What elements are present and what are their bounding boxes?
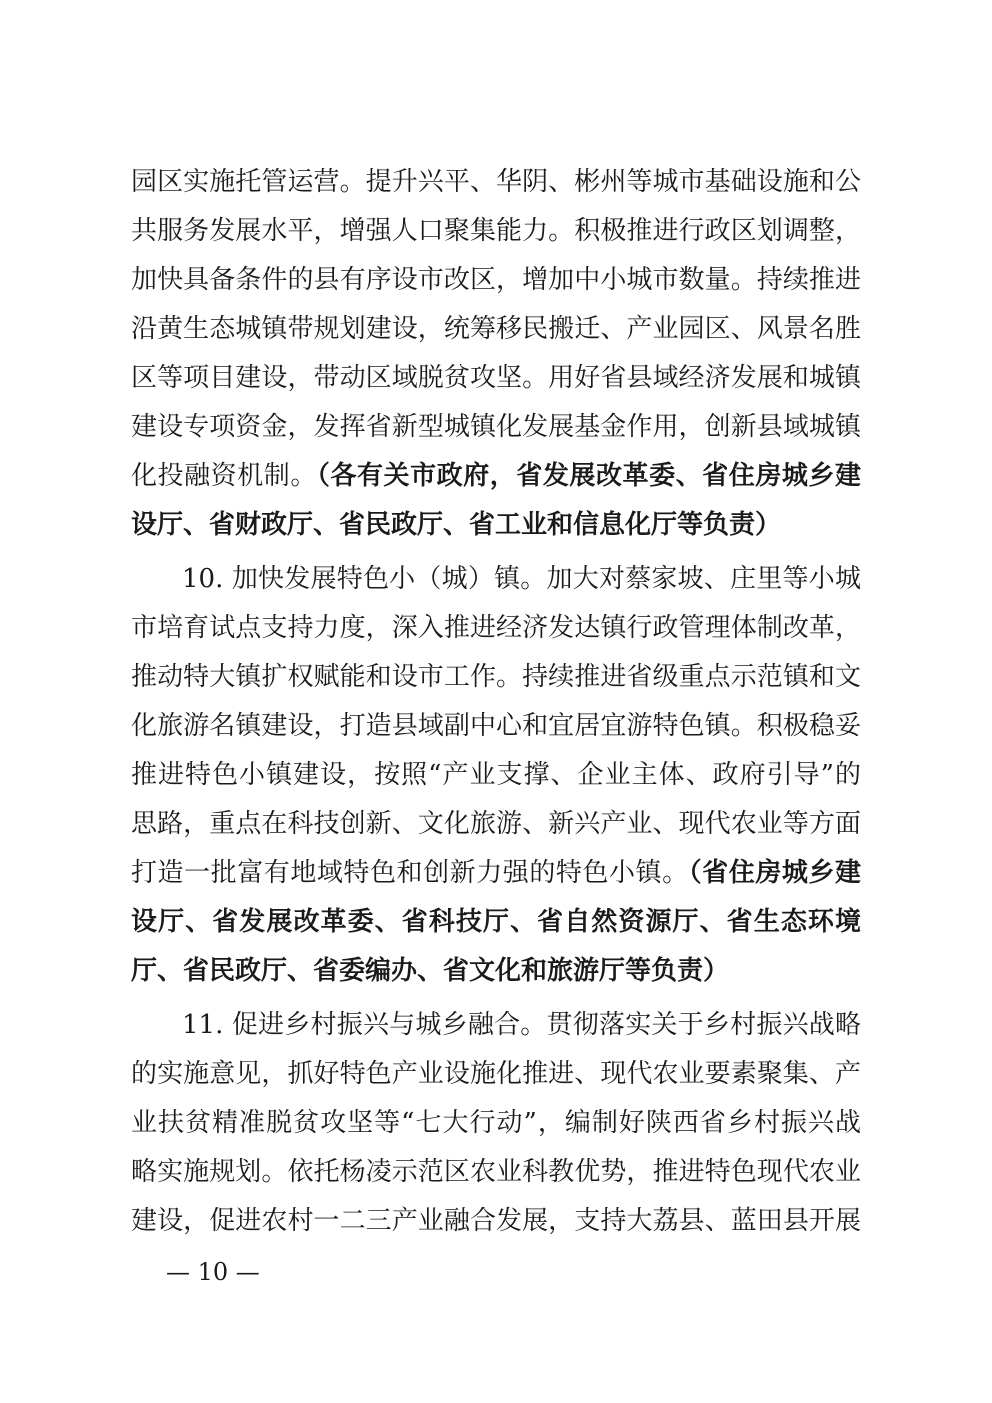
text-line: 化旅游名镇建设，打造县域副中心和宜居宜游特色镇。积极稳妥	[131, 711, 861, 741]
page-number: — 10 —	[166, 1258, 260, 1286]
text-line: 区等项目建设，带动区域脱贫攻坚。用好省县域经济发展和城镇	[131, 363, 861, 393]
text-line: 沿黄生态城镇带规划建设，统筹移民搬迁、产业园区、风景名胜	[131, 314, 861, 344]
text-line: 略实施规划。依托杨凌示范区农业科教优势，推进特色现代农业	[131, 1157, 861, 1187]
responsibility-note: 厅、省民政厅、省委编办、省文化和旅游厅等负责）	[131, 956, 730, 986]
responsibility-note: 设厅、省发展改革委、省科技厅、省自然资源厅、省生态环境	[131, 907, 861, 937]
text-line: 业扶贫精准脱贫攻坚等“七大行动”，编制好陕西省乡村振兴战	[131, 1108, 861, 1138]
text-line: 思路，重点在科技创新、文化旅游、新兴产业、现代农业等方面	[131, 809, 861, 839]
text-line: 园区实施托管运营。提升兴平、华阴、彬州等城市基础设施和公	[131, 167, 861, 197]
text-line: 推动特大镇扩权赋能和设市工作。持续推进省级重点示范镇和文	[131, 662, 861, 692]
responsibility-note: （省住房城乡建	[688, 858, 861, 888]
text-line-mixed	[131, 851, 861, 895]
text-line: 建设专项资金，发挥省新型城镇化发展基金作用，创新县域城镇	[131, 412, 861, 442]
text-span: 化投融资机制。	[131, 461, 317, 491]
text-line: 的实施意见，抓好特色产业设施化推进、现代农业要素聚集、产	[131, 1059, 861, 1089]
section-heading-line: 10. 加快发展特色小（城）镇。加大对蔡家坡、庄里等小城	[182, 564, 861, 594]
responsibility-note: 设厅、省财政厅、省民政厅、省工业和信息化厅等负责）	[131, 510, 782, 540]
text-line: 建设，促进农村一二三产业融合发展，支持大荔县、蓝田县开展	[131, 1206, 861, 1236]
section-heading-line: 11. 促进乡村振兴与城乡融合。贯彻落实关于乡村振兴战略	[182, 1010, 861, 1040]
text-line: 推进特色小镇建设，按照“产业支撑、企业主体、政府引导”的	[131, 760, 861, 790]
responsibility-note: （各有关市政府，省发展改革委、省住房城乡建	[316, 461, 861, 491]
text-line: 共服务发展水平，增强人口聚集能力。积极推进行政区划调整，	[131, 216, 861, 246]
text-line: 加快具备条件的县有序设市改区，增加中小城市数量。持续推进	[131, 265, 861, 295]
text-span: 打造一批富有地域特色和创新力强的特色小镇。	[131, 858, 689, 888]
text-line: 市培育试点支持力度，深入推进经济发达镇行政管理体制改革，	[131, 613, 861, 643]
text-line-mixed	[131, 454, 861, 498]
